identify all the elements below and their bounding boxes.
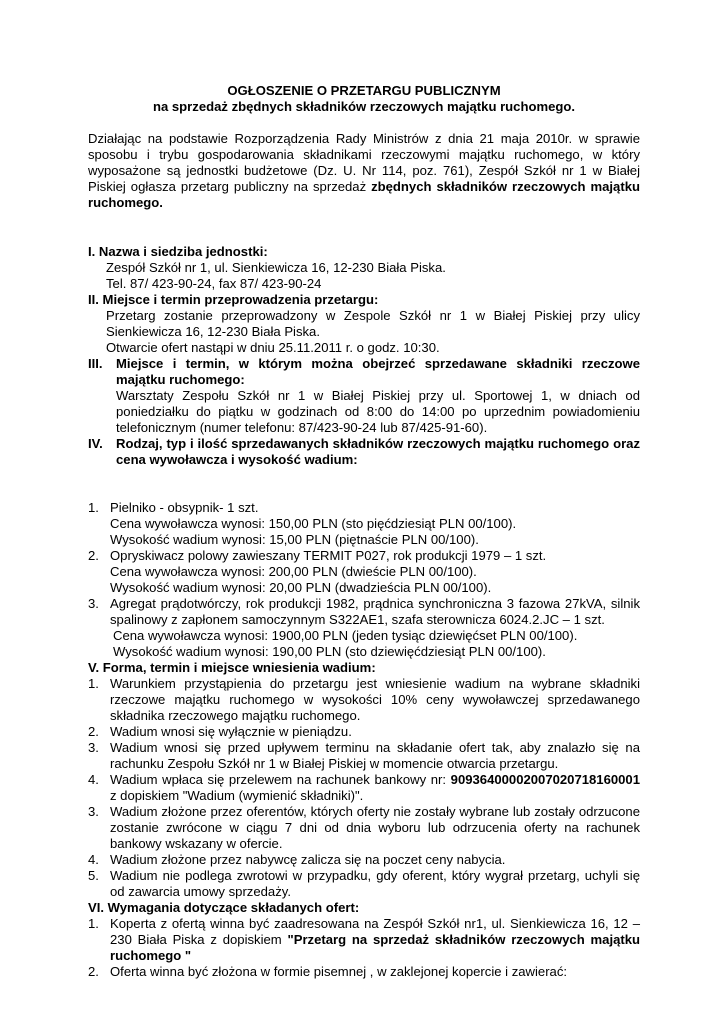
title-line-2: na sprzedaż zbędnych składników rzeczowych majątku ruchomego. [152,99,576,114]
section-2-date: Otwarcie ofert nastąpi w dniu 25.11.2011 r. o godz. 10:30. [106,340,440,355]
list-item [88,772,640,804]
item-number: 3. [88,740,99,755]
item-text-part: Koperta z ofertą winna być zaadresowana na Zespół Szkół nr1, ul. Sienkiewicza 16, 12 – 230 Biała Piska z dopiskiem [110,916,640,947]
item-text-part: z dopiskiem "Wadium (wymienić składniki)". [110,788,364,803]
section-2-title: II. Miejsce i termin przeprowadzenia przetargu: [88,292,379,307]
item-number: 1. [88,676,99,691]
list-item [88,852,640,868]
item-number: 4. [88,772,99,787]
list-item [88,868,640,900]
list-item [88,500,640,548]
section-5-title: V. Forma, termin i miejsce wniesienia wadium: [88,660,376,675]
item-price: Cena wywoławcza wynosi: 150,00 PLN (sto pięćdziesiąt PLN 00/100). [110,516,517,531]
list-item [88,964,640,980]
section-3-title: Miejsce i termin, w którym można obejrzeć sprzedawane składniki rzeczowe majątku ruchomego: [116,356,640,387]
item-wadium: Wysokość wadium wynosi: 15,00 PLN (piętnaście PLN 00/100). [110,532,479,547]
section-4-number: IV. [88,436,103,451]
section-2-place: Przetarg zostanie przeprowadzony w Zespole Szkół nr 1 w Białej Piskiej przy ulicy Sienkiewicza 16, 12-230 Biała Piska. [106,308,640,339]
item-price: Cena wywoławcza wynosi: 200,00 PLN (dwieście PLN 00/100). [110,564,477,579]
document-title [88,83,640,115]
list-item [88,596,640,660]
item-description: Agregat prądotwórczy, rok produkcji 1982, prądnica synchroniczna 3 fazowa 27kVA, silnik spalinowy z zapłonem samoczynnym S322AE1, szafa sterownicza 6024.2.JC – 1 szt. [110,596,640,627]
section-6-title: VI. Wymagania dotyczące składanych ofert: [88,900,360,915]
item-number: 1. [88,500,99,515]
intro-text: Działając na podstawie Rozporządzenia Rady Ministrów z dnia 21 maja 2010r. w sprawie sposobu i trybu gospodarowania składnikami rzeczowymi majątku ruchomego, w który wyposażone są jednostki budżetowe (Dz. U. Nr 114, poz. 761), Zespół Szkół nr 1 w Białej Piskiej ogłasza przetarg publiczny na sprzedaż [88,131,640,194]
intro-paragraph [88,131,640,211]
bank-account-number: 90936400002007020718160001 [450,772,640,787]
section-3 [88,356,640,436]
item-text: Wadium złożone przez nabywcę zalicza się na poczet ceny nabycia. [110,852,506,867]
item-number: 3. [88,596,99,611]
item-number: 2. [88,724,99,739]
list-item [88,804,640,852]
list-item [88,740,640,772]
section-1-title: I. Nazwa i siedziba jednostki: [88,244,268,259]
intro-bold: zbędnych składników rzeczowych majątku ruchomego. [88,179,640,210]
item-text: Wadium wnosi się przed upływem terminu na składanie ofert tak, aby znalazło się na rachunku Zespołu Szkół nr 1 w Białej Piskiej w momencie otwarcia przetargu. [110,740,640,771]
item-wadium: Wysokość wadium wynosi: 190,00 PLN (sto dziewięćdziesiąt PLN 00/100). [113,644,546,659]
item-text: Warunkiem przystąpienia do przetargu jest wniesienie wadium na wybrane składniki rzeczowe majątku ruchomego w wysokości 10% ceny wywoławczej sprzedawanego składnika rzeczowego majątku ruchomego. [110,676,640,723]
item-number: 5. [88,868,99,883]
item-text-part: Wadium wpłaca się przelewem na rachunek bankowy nr: [110,772,451,787]
list-item [88,916,640,964]
item-text: Wadium złożone przez oferentów, których oferty nie zostały wybrane lub zostały odrzucone zostanie zwrócone w ciągu 7 dni od dnia wyboru lub odrzucenia oferty na rachunek bankowy wskazany w ofercie. [110,804,640,851]
item-price: Cena wywoławcza wynosi: 1900,00 PLN (jeden tysiąc dziewięćset PLN 00/100). [113,628,578,643]
item-description: Opryskiwacz polowy zawieszany TERMIT P027, rok produkcji 1979 – 1 szt. [110,548,547,563]
item-number: 3. [88,804,99,819]
title-line-1: OGŁOSZENIE O PRZETARGU PUBLICZNYM [227,83,501,98]
list-item [88,724,640,740]
section-3-number: III. [88,356,103,371]
section-3-text: Warsztaty Zespołu Szkół nr 1 w Białej Piskiej przy ul. Sportowej 1, w dniach od poniedziałku do piątku w godzinach od 8:00 do 14:00 po uprzednim powiadomieniu telefonicznym (numer telefonu: 87/423-90-24 lub 87/425-91-60). [116,388,640,435]
item-description: Pielniko - obsypnik- 1 szt. [110,500,259,515]
section-1-phone: Tel. 87/ 423-90-24, fax 87/ 423-90-24 [106,276,322,291]
list-item [88,548,640,596]
item-number: 2. [88,548,99,563]
item-wadium: Wysokość wadium wynosi: 20,00 PLN (dwadzieścia PLN 00/100). [110,580,492,595]
list-item [88,676,640,724]
item-text [110,916,640,964]
section-1-address: Zespół Szkół nr 1, ul. Sienkiewicza 16, 12-230 Biała Piska. [106,260,446,275]
item-number: 1. [88,916,99,931]
item-text: Wadium wnosi się wyłącznie w pieniądzu. [110,724,352,739]
item-text [110,772,640,804]
item-text: Wadium nie podlega zwrotowi w przypadku, gdy oferent, który wygrał przetarg, uchyli się od zawarcia umowy sprzedaży. [110,868,640,899]
section-4 [88,436,640,468]
envelope-label: "Przetarg na sprzedaż składników rzeczowych majątku ruchomego " [110,932,640,963]
item-number: 4. [88,852,99,867]
item-number: 2. [88,964,99,979]
section-4-title: Rodzaj, typ i ilość sprzedawanych składników rzeczowych majątku ruchomego oraz cena wywoławcza i wysokość wadium: [116,436,640,467]
item-text: Oferta winna być złożona w formie pisemnej , w zaklejonej kopercie i zawierać: [110,964,568,979]
